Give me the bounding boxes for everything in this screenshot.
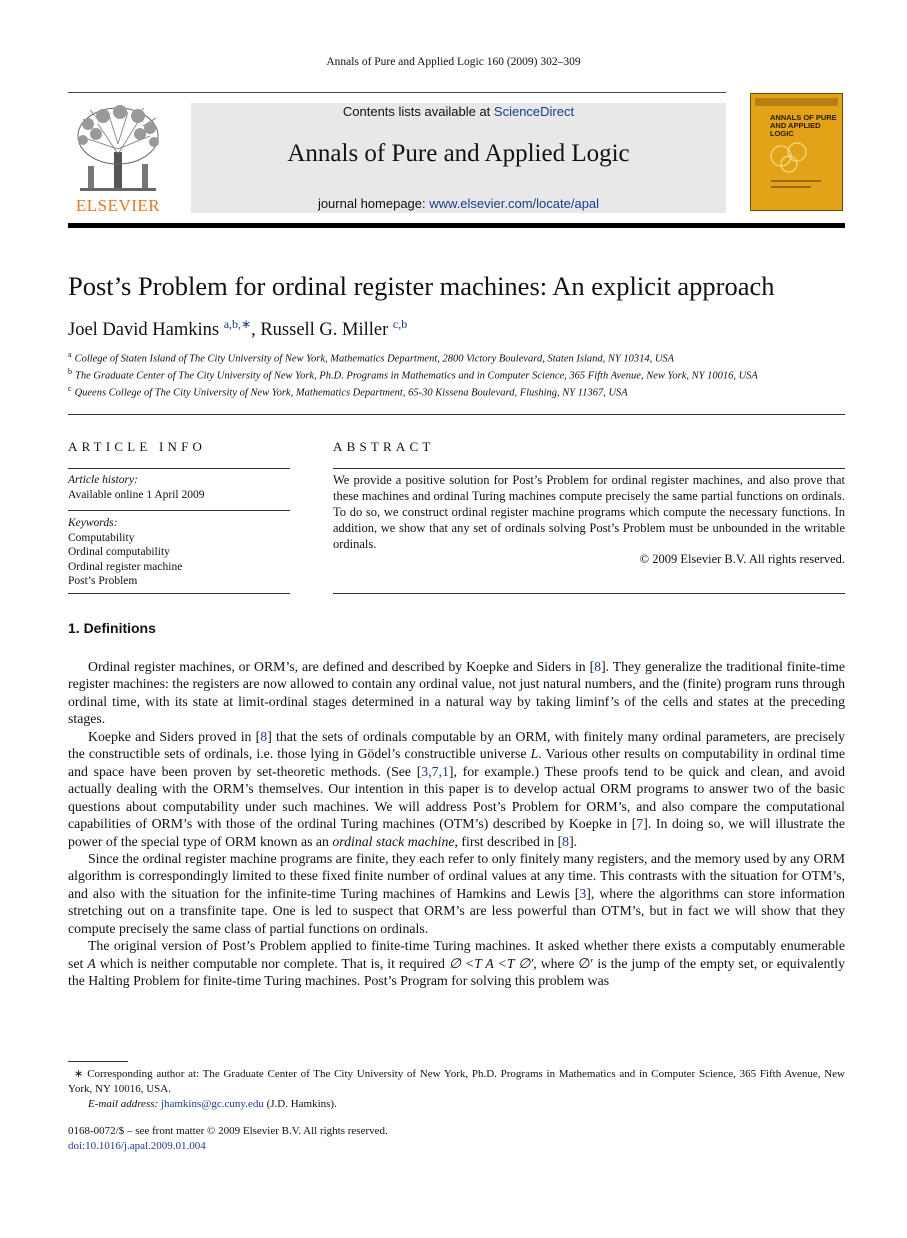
corresponding-author-footnote: [68, 1067, 845, 1097]
masthead-thick-rule: [68, 223, 845, 228]
issn-line: 0168-0072/$ – see front matter © 2009 Elsevier B.V. All rights reserved.: [68, 1125, 388, 1137]
affil-b-text: The Graduate Center of The City University of New York, Ph.D. Programs in Mathematics and in Computer Science, 365 Fifth Avenue, New York, NY 10016, USA: [75, 370, 758, 382]
text: ] that the sets of ordinals computable by an ORM, with finitely many ordinal parameters, are precisely the constructible sets of ordinals, i.e. those lying in Gödel’s constructible universe: [68, 728, 845, 762]
abstract-copyright: © 2009 Elsevier B.V. All rights reserved.: [639, 552, 845, 566]
affil-a-marker: a: [68, 350, 72, 359]
author-miller: Russell G. Miller: [260, 320, 389, 341]
section-heading: 1. Definitions: [68, 620, 156, 636]
affiliation-b: [68, 367, 758, 382]
citation-link[interactable]: 8: [562, 833, 570, 849]
contents-prefix: Contents lists available at: [342, 104, 494, 119]
footnote-star: ∗: [74, 1068, 84, 1080]
article-title: Post’s Problem for ordinal register machines: An explicit approach: [68, 271, 775, 301]
text: ], for example.) These proofs tend to be quick and clean, and avoid actually dealing with the ORM’s themselves. Our intention in this paper is to develop actual ORM programs to answer two of the basic questions about computability under such machines. We will address Post’s Problem for ORM’s, and also compare the computational capabilities of ORM’s with those of the ordinal Turing machines (OTM’s) described by Koepke in [: [68, 763, 846, 832]
info-rule-2: [68, 510, 290, 511]
text: , first described in [: [454, 833, 563, 849]
affil-c-text: Queens College of The City University of New York, Mathematics Department, 65-30 Kissena Boulevard, Flushing, NY 11367, USA: [74, 387, 628, 399]
keyword: Computability: [68, 531, 135, 544]
abstract-heading: ABSTRACT: [333, 439, 435, 454]
affil-a-text: College of Staten Island of The City University of New York, Mathematics Department, 2800 Victory Boulevard, Staten Island, NY 10314, USA: [74, 353, 675, 365]
article-info-heading: ARTICLE INFO: [68, 439, 207, 454]
section-body: [68, 658, 845, 990]
math-L: L: [530, 746, 539, 762]
email-label: E-mail address:: [88, 1098, 161, 1110]
abstract-text: We provide a positive solution for Post’s Problem for ordinal register machines, and also prove that these machines and ordinal Turing machines compute precisely the same partial functions on ordinals. To do so, we construct ordinal register machine programs which compute the necessary functions. In addition, we show that any set of ordinals solving Post’s Problem must be unbounded in the writable ordinals.: [333, 473, 845, 551]
author-hamkins: Joel David Hamkins: [68, 320, 220, 341]
affil-b-marker: b: [68, 367, 72, 376]
text: Koepke and Siders proved in [: [88, 728, 261, 744]
keyword: Ordinal register machine: [68, 560, 183, 573]
keyword: Ordinal computability: [68, 546, 170, 558]
text: , where ∅′ is the jump of the empty set, or equivalently the Halting Problem for finite-time Turing machines. Post’s Program for solving this problem was: [68, 955, 845, 989]
homepage-prefix: journal homepage:: [317, 196, 430, 211]
history-label: Article history:: [68, 474, 138, 486]
keyword: Post’s Problem: [68, 575, 138, 587]
journal-title: Annals of Pure and Applied Logic: [287, 140, 630, 167]
citation-link[interactable]: 3: [579, 885, 587, 901]
paragraph-3: [68, 850, 845, 937]
text: ].: [569, 833, 578, 849]
info-rule-1: [68, 468, 290, 469]
citation-link[interactable]: 3,7,1: [421, 763, 449, 779]
author-list: [68, 317, 407, 341]
homepage-line: [191, 196, 726, 211]
paragraph-1: [68, 658, 845, 728]
footnote-rule: [68, 1061, 128, 1062]
header-rule: [68, 92, 726, 93]
journal-reference: Annals of Pure and Applied Logic 160 (2009) 302–309: [326, 56, 581, 68]
math-expression: ∅ <T A <T ∅′: [448, 955, 534, 971]
text: Ordinal register machines, or ORM’s, are defined and described by Koepke and Siders in [: [88, 659, 595, 674]
abstract-rule-2: [333, 593, 845, 594]
text: which is neither computable nor complete. That is, it required: [95, 955, 449, 971]
history-value: Available online 1 April 2009: [68, 488, 205, 501]
author-separator: ,: [251, 320, 261, 341]
text: . Various other results on computability in ordinal time and space have been proven by set-theoretic methods. (See [: [68, 746, 845, 779]
text: ]. In doing so, we will illustrate the power of the special type of ORM known as an: [68, 816, 845, 849]
abstract-rule-1: [333, 468, 845, 469]
paragraph-2: [68, 728, 845, 850]
citation-link[interactable]: 8: [594, 659, 602, 674]
article-history: [68, 473, 204, 502]
author-hamkins-affil[interactable]: a,b,∗: [223, 317, 252, 331]
emphasis: ordinal stack machine: [332, 833, 455, 849]
email-suffix: (J.D. Hamkins).: [263, 1098, 337, 1110]
sciencedirect-link[interactable]: ScienceDirect: [493, 104, 575, 119]
citation-link[interactable]: 7: [636, 816, 644, 832]
info-rule-3: [68, 593, 290, 594]
email-link[interactable]: jhamkins@gc.cuny.edu: [160, 1098, 264, 1110]
affil-c-marker: c: [68, 384, 72, 393]
math-A: A: [87, 955, 96, 971]
affiliation-c: [68, 384, 628, 399]
footnote-text: Corresponding author at: The Graduate Center of The City University of New York, Ph.D. Programs in Mathematics and in Computer Science, 365 Fifth Avenue, New York, NY 10016, USA.: [68, 1068, 845, 1095]
email-line: [88, 1097, 337, 1112]
author-miller-affil[interactable]: c,b: [392, 317, 408, 331]
text: Since the ordinal register machine programs are finite, they each refer to only finitely many registers, and the memory used by any ORM algorithm is correspondingly limited to these fixed finite number of ordinal values at any time. This contrasts with the situation for OTM’s, and also with the situation for the infinite-time Turing machines of Hamkins and Lewis [: [68, 850, 845, 901]
homepage-link[interactable]: www.elsevier.com/locate/apal: [429, 196, 600, 211]
text: ], where the algorithms can store information stretching out on a transfinite tape. One is led to suspect that ORM’s are less powerful than OTM’s, but in fact we will show that they compute precisely the same class of partial functions on ordinals.: [68, 885, 845, 936]
journal-cover-thumbnail: [750, 93, 843, 211]
keywords-label: Keywords:: [68, 517, 118, 529]
publisher-wordmark: ELSEVIER: [75, 196, 161, 215]
doi-link[interactable]: doi:10.1016/j.apal.2009.01.004: [68, 1140, 206, 1152]
paragraph-4: [68, 937, 845, 989]
keywords-block: [68, 516, 182, 589]
affiliation-rule: [68, 414, 845, 415]
citation-link[interactable]: 8: [260, 728, 268, 744]
cover-title: ANNALS OF PURE AND APPLIED LOGIC: [770, 113, 837, 138]
affiliation-a: [68, 350, 674, 365]
contents-line: [191, 104, 726, 119]
text: ]. They generalize the traditional finite-time register machines: the registers are now allowed to contain any ordinal value, not just natural numbers, and the (finite) program runs through ordinal time, with its state at limit-ordinal stages determined in a natural way by taking liminf’s of the cells and states at the preceding stages.: [68, 659, 846, 727]
text: The original version of Post’s Problem applied to finite-time Turing machines. It asked whether there exists a computably enumerable set: [68, 938, 845, 971]
